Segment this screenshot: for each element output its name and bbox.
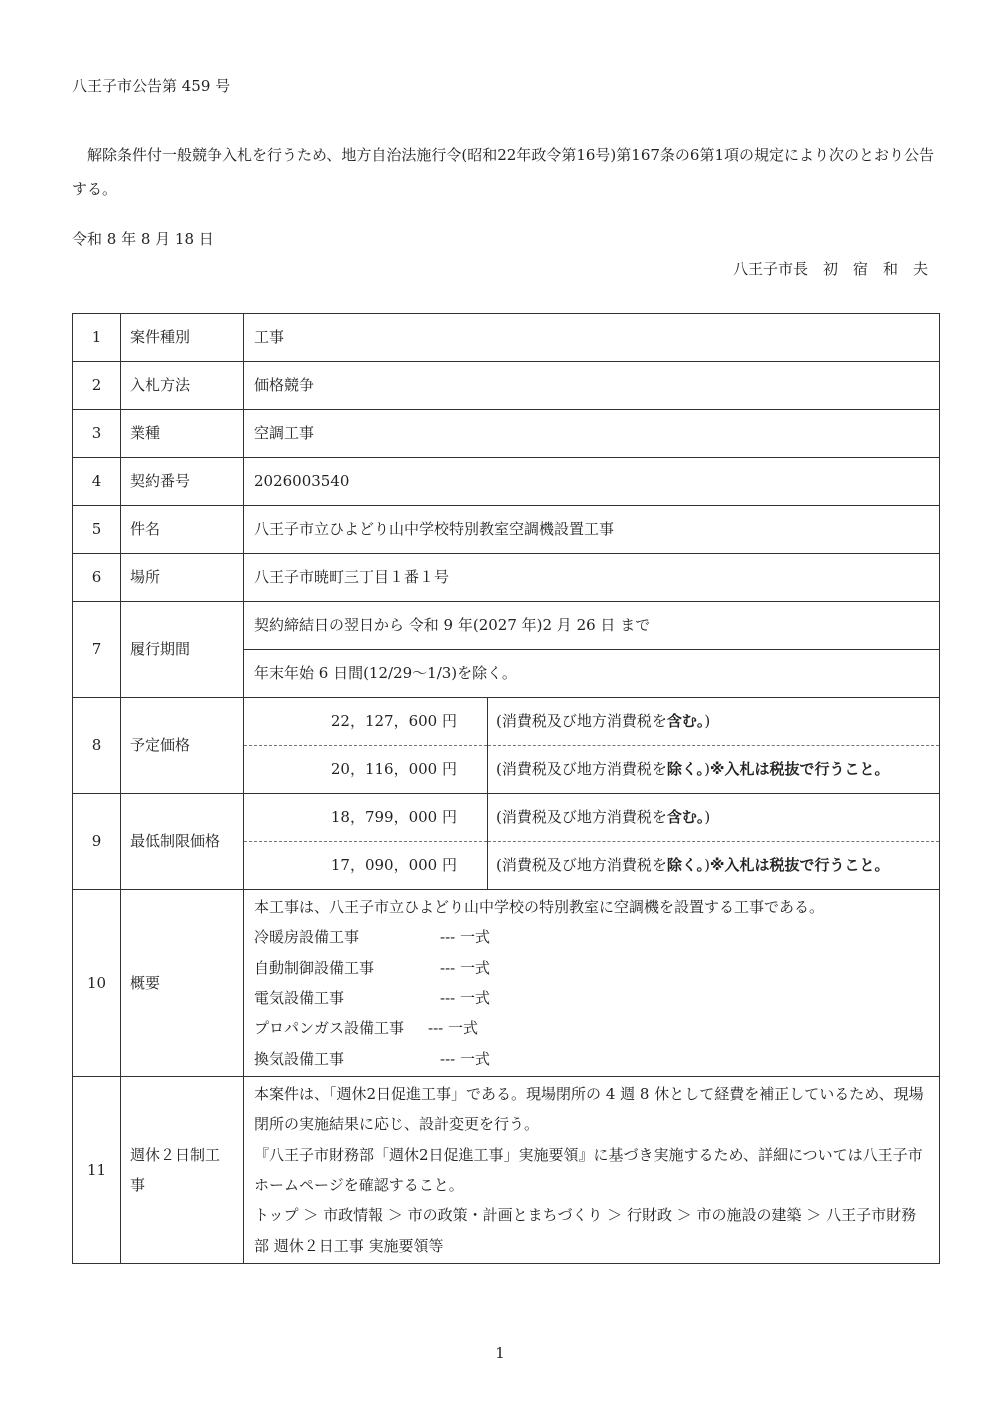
row-label: 履行期間 [121, 602, 244, 698]
list-item: 電気設備工事 --- 一式 [254, 989, 490, 1007]
row-label: 週休２日制工事 [121, 1077, 244, 1264]
row-label: 業種 [121, 410, 244, 458]
tax-note: (消費税及び地方消費税を除く。)※入札は税抜で行うこと。 [488, 746, 940, 794]
row-value: 2026003540 [244, 458, 940, 506]
notice-date: 令和 8 年 8 月 18 日 [72, 230, 214, 248]
row-label: 件名 [121, 506, 244, 554]
list-item: 換気設備工事 --- 一式 [254, 1049, 490, 1068]
row-value: 八王子市立ひよどり山中学校特別教室空調機設置工事 [244, 506, 940, 554]
tax-note: (消費税及び地方消費税を除く。)※入札は税抜で行うこと。 [488, 842, 940, 890]
table-row [73, 410, 940, 458]
planned-price-incl-tax: 22，127，600 円 [244, 698, 488, 746]
paragraph: 『八王子市財務部「週休2日促進工事」実施要領』に基づき実施するため、詳細については八王子市ホームページを確認すること。 [254, 1145, 923, 1194]
paragraph: 本案件は、「週休2日促進工事」である。現場閉所の 4 週 8 休として経費を補正しているため、現場閉所の実施結果に応じ、設計変更を行う。 [254, 1085, 924, 1134]
minimum-price-incl-tax: 18，799，000 円 [244, 794, 488, 842]
row-number: 7 [73, 602, 121, 698]
preamble: 解除条件付一般競争入札を行うため、地方自治法施行令(昭和22年政令第16号)第167条の6第1項の規定により次のとおり公告する。 [72, 146, 935, 198]
row-number: 6 [73, 554, 121, 602]
row-number: 10 [73, 890, 121, 1077]
row-label: 予定価格 [121, 698, 244, 794]
planned-price-excl-tax: 20，116，000 円 [244, 746, 488, 794]
performance-exclusion: 年末年始 6 日間(12/29～1/3)を除く。 [244, 650, 940, 698]
tax-note: (消費税及び地方消費税を含む。) [488, 794, 940, 842]
breadcrumb: トップ ＞ 市政情報 ＞ 市の政策・計画とまちづくり ＞ 行財政 ＞ 市の施設の建築 ＞ 八王子市財務部 週休２日工事 実施要領等 [254, 1206, 917, 1255]
mayor-signature: 八王子市長 初 宿 和 夫 [732, 260, 928, 278]
table-row [73, 458, 940, 506]
table-row [73, 314, 940, 362]
row-number: 9 [73, 794, 121, 890]
row-value: 空調工事 [244, 410, 940, 458]
row-number: 3 [73, 410, 121, 458]
overview [244, 890, 940, 1077]
table-row [73, 554, 940, 602]
row-value: 八王子市暁町三丁目１番１号 [244, 554, 940, 602]
table-row [73, 698, 940, 746]
table-row [73, 602, 940, 650]
row-label: 最低制限価格 [121, 794, 244, 890]
overview-intro: 本工事は、八王子市立ひよどり山中学校の特別教室に空調機を設置する工事である。 [254, 898, 825, 917]
row-label: 契約番号 [121, 458, 244, 506]
list-item: 自動制御設備工事 --- 一式 [254, 958, 490, 977]
table-row [73, 890, 940, 1077]
two-day-weekend-details [244, 1077, 940, 1264]
performance-period: 契約締結日の翌日から 令和 9 年(2027 年)2 月 26 日 まで [244, 602, 940, 650]
list-item: 冷暖房設備工事 --- 一式 [254, 928, 490, 947]
row-label: 案件種別 [121, 314, 244, 362]
tax-note: (消費税及び地方消費税を含む。) [488, 698, 940, 746]
notice-number: 八王子市公告第 459 号 [72, 77, 231, 95]
row-value: 価格競争 [244, 362, 940, 410]
minimum-price-excl-tax: 17，090，000 円 [244, 842, 488, 890]
table-row [73, 506, 940, 554]
table-row [73, 794, 940, 842]
table-row [73, 1077, 940, 1264]
row-label: 概要 [121, 890, 244, 1077]
row-number: 1 [73, 314, 121, 362]
table-row [73, 362, 940, 410]
row-label: 場所 [121, 554, 244, 602]
row-label: 入札方法 [121, 362, 244, 410]
row-number: 11 [73, 1077, 121, 1264]
row-number: 2 [73, 362, 121, 410]
row-number: 5 [73, 506, 121, 554]
row-number: 8 [73, 698, 121, 794]
list-item: プロパンガス設備工事 --- 一式 [254, 1019, 478, 1038]
page-number: 1 [495, 1344, 505, 1362]
bid-details-table [72, 313, 940, 1264]
row-value: 工事 [244, 314, 940, 362]
row-number: 4 [73, 458, 121, 506]
